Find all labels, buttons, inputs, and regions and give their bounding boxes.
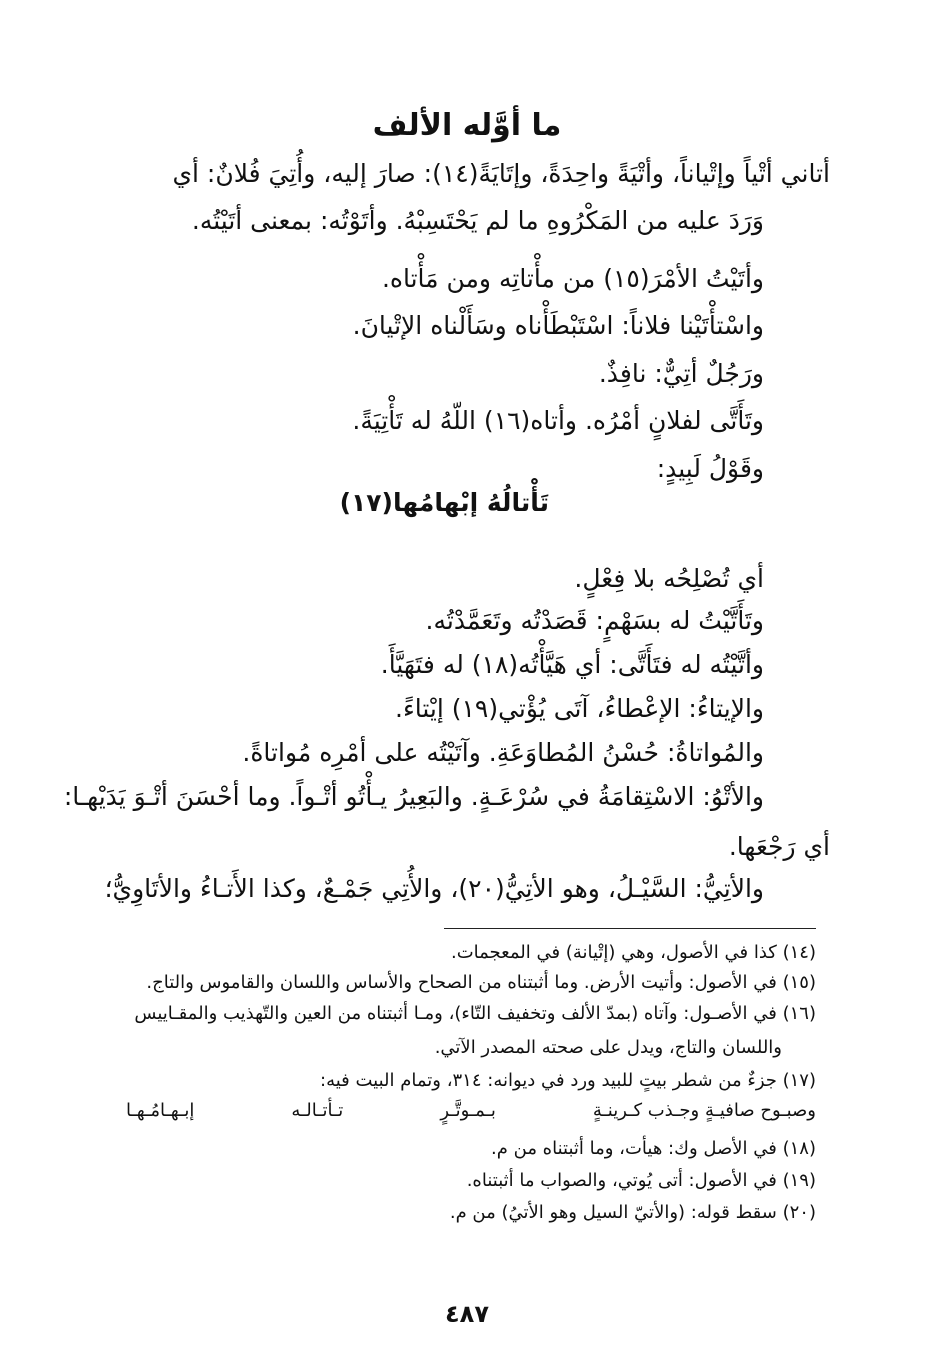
body-line-6: وتَأَتَّى لفلانٍ أمْرُه. وأتاه(١٦) اللّهُ له تَأْتِيَةً. bbox=[352, 406, 764, 435]
footnote-19: (١٩) في الأصول: أتى يُوتي، والصواب ما أثبتناه. bbox=[466, 1170, 816, 1191]
verse-hemistich-2: بـمـوتَّـرٍ bbox=[440, 1100, 496, 1121]
body-line-1: أتاني أتْياً وإتْياناً، وأتْيَةً واحِدَةً، وإتَايَةً(١٤): صارَ إليه، وأُتِيَ فُلانٌ: أي bbox=[172, 159, 830, 188]
body-line-10: وأتَّيْتُه له فتَأَتَّى: أي هَيَّأْتُه(١٨) له فتَهَيَّأَ. bbox=[380, 650, 764, 679]
footnote-20: (٢٠) سقط قوله: (والأتيّ السيل وهو الأتيُ) من م. bbox=[449, 1202, 816, 1223]
body-line-8: أي تُصْلِحُه بلا فِعْلٍ. bbox=[574, 564, 764, 593]
page-title: ما أوَّله الألف bbox=[372, 108, 562, 143]
body-line-13: والأتْوُ: الاسْتِقامَةُ في سُرْعَـةٍ. والبَعِيرُ يـأْتُو أتْـواً. وما أحْسَنَ أتْـوَ يَدَيْهـا: bbox=[63, 782, 764, 811]
footnote-14: (١٤) كذا في الأصول، وهي (إتْيانة) في المعجمات. bbox=[451, 942, 816, 963]
footnote-separator bbox=[444, 928, 816, 929]
body-line-12: والمُواتاةُ: حُسْنُ المُطاوَعَةِ. وآتَيْتُه على أمْرِه مُواتاةً. bbox=[242, 738, 764, 767]
verse-hemistich-1: وصبـوح صافيـةٍ وجـذب كـرينـةٍ bbox=[592, 1100, 816, 1121]
footnote-16-continuation: واللسان والتاج، ويدل على صحته المصدر الآتي. bbox=[434, 1037, 782, 1058]
footnote-verse bbox=[126, 1100, 816, 1121]
body-line-11: والإيتاءُ: الإعْطاءُ، آتَى يُؤْتي(١٩) إيْتاءً. bbox=[395, 694, 764, 723]
body-line-15: والأتِيُّ: السَّيْـلُ، وهو الأتِيُّ(٢٠)، والأُتِي جَمْـعٌ، وكذا الأَتـاءُ والأتَاوِيُّ؛ bbox=[104, 874, 764, 903]
body-line-2: وَرَدَ عليه من المَكْرُوهِ ما لم يَحْتَسِبْهُ. وأتَوْتُه: بمعنى أتَيْتُه. bbox=[191, 206, 764, 235]
footnote-18: (١٨) في الأصل وك: هيأت، وما أثبتناه من م. bbox=[491, 1138, 816, 1159]
verse-hemistich-3: تـأتـالـه bbox=[291, 1100, 344, 1121]
poem-line: تَأْتالُهُ إبْهامُها(١٧) bbox=[339, 488, 549, 517]
body-line-4: واسْتأْتَيْنا فلاناً: اسْتَبْطَأْناه وسَأَلْناه الإتْيانَ. bbox=[352, 311, 764, 340]
body-line-5: ورَجُلٌ أتِيٌّ: نافِذٌ. bbox=[598, 359, 764, 388]
footnote-16: (١٦) في الأصـول: وآتاه (بمدّ الألف وتخفيف التّاء)، ومـا أثبتناه من العين والتّهذيب والمقـاييس bbox=[134, 1003, 816, 1024]
footnote-15: (١٥) في الأصول: وأتيت الأرض. وما أثبتناه من الصحاح والأساس واللسان والقاموس والتاج. bbox=[146, 972, 816, 993]
page-number: ٤٨٧ bbox=[445, 1300, 489, 1328]
body-line-7: وقَوْلُ لَبِيدٍ: bbox=[656, 454, 764, 483]
footnote-17: (١٧) جزءٌ من شطر بيتٍ للبيد ورد في ديوانه: ٣١٤، وتمام البيت فيه: bbox=[320, 1070, 816, 1091]
verse-hemistich-4: إبـهـامُـهـا bbox=[126, 1100, 195, 1121]
body-line-3: وأتَيْتُ الأمْرَ(١٥) من مأْتاتِه ومن مَأْتاه. bbox=[381, 264, 764, 293]
body-line-9: وتَأَتَّيْتُ له بسَهْمٍ: قَصَدْتُه وتَعَمَّدْتُه. bbox=[425, 606, 764, 635]
body-line-14: أي رَجْعَها. bbox=[728, 832, 830, 861]
